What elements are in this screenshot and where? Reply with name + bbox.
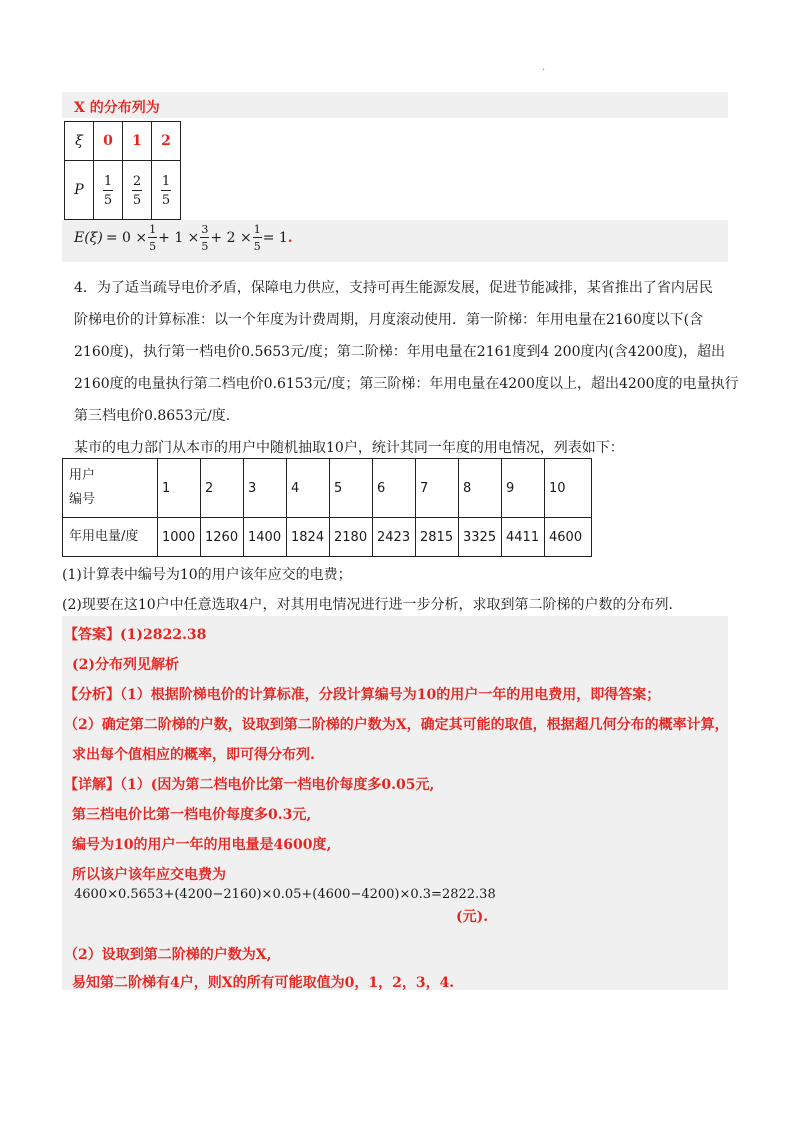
id-cell: 2 <box>201 459 244 518</box>
usage-cell: 1000 <box>158 518 201 557</box>
id-cell: 5 <box>330 459 373 518</box>
p-label: P <box>65 161 94 220</box>
dist-title-shade <box>62 92 728 118</box>
usage-cell: 4600 <box>545 518 592 557</box>
usage-cell: 2423 <box>373 518 416 557</box>
id-cell: 6 <box>373 459 416 518</box>
question-1: (1)计算表中编号为10的用户该年应交的电费； <box>62 567 352 583</box>
distribution-table <box>64 121 181 220</box>
usage-cell: 2180 <box>330 518 373 557</box>
problem-line: 阶梯电价的计算标准：以一个年度为计费周期，月度滚动使用．第一阶梯：年用电量在2160度以下(含 <box>74 312 704 328</box>
usage-cell: 1824 <box>287 518 330 557</box>
id-cell: 10 <box>545 459 592 518</box>
id-cell: 9 <box>502 459 545 518</box>
fee-unit: (元). <box>456 909 489 925</box>
answer-2: (2)分布列见解析 <box>72 657 179 673</box>
usage-label: 年用电量/度 <box>63 518 158 557</box>
problem-line: 2160度的电量执行第二档电价0.6153元/度；第三阶梯：年用电量在4200度以上，超出4200度的电量执行 <box>74 376 739 392</box>
usage-cell: 1400 <box>244 518 287 557</box>
problem-intro: 某市的电力部门从本市的用户中随机抽取10户，统计其同一年度的用电情况，列表如下： <box>74 440 624 456</box>
question-2: (2)现要在这10户中任意选取4户，对其用电情况进行进一步分析，求取到第二阶梯的户数的分布列. <box>62 597 674 613</box>
page-dot: . <box>542 62 546 73</box>
usage-cell: 4411 <box>502 518 545 557</box>
detail-3: 编号为10的用户一年的用电量是4600度, <box>72 837 332 853</box>
detail-1: 【详解】（1）(因为第二档电价比第一档电价每度多0.05元, <box>64 777 435 793</box>
prob-cell: $\frac{1}{5}$ <box>94 161 123 220</box>
detail-5: （2）设取到第二阶梯的户数为X, <box>64 947 272 963</box>
expectation-formula: E(ξ) = 0 × $\frac{1}{5}$ + 1 × $\frac{3}{5}$ + 2 × $\frac{1}{5}$ = 1 . <box>74 223 293 253</box>
prob-cell: $\frac{1}{5}$ <box>152 161 181 220</box>
id-cell: 3 <box>244 459 287 518</box>
problem-line: 第三档电价0.8653元/度. <box>74 408 231 424</box>
usage-table-header: 用户 编号 <box>63 459 158 518</box>
usage-cell: 1260 <box>201 518 244 557</box>
id-cell: 4 <box>287 459 330 518</box>
analysis-3: 求出每个值相应的概率，即可得分布列. <box>72 747 315 763</box>
xi-value: 1 <box>123 122 152 161</box>
prob-cell: $\frac{2}{5}$ <box>123 161 152 220</box>
usage-table <box>62 458 592 557</box>
detail-4: 所以该户该年应交电费为 <box>72 867 226 883</box>
usage-cell: 2815 <box>416 518 459 557</box>
fee-formula: 4600×0.5653+(4200−2160)×0.05+(4600−4200)×0.3=2822.38 <box>74 887 496 902</box>
problem-line: 2160度)，执行第一档电价0.5653元/度；第二阶梯：年用电量在2161度到4 200度内(含4200度)，超出 <box>74 344 726 360</box>
analysis-2: （2）确定第二阶梯的户数，设取到第二阶梯的户数为X，确定其可能的取值，根据超几何分布的概率计算， <box>64 717 729 733</box>
detail-2: 第三档电价比第一档电价每度多0.3元, <box>72 807 312 823</box>
answer-1: 【答案】(1)2822.38 <box>64 627 207 643</box>
xi-value: 2 <box>152 122 181 161</box>
id-cell: 7 <box>416 459 459 518</box>
id-cell: 1 <box>158 459 201 518</box>
problem-line: 4．为了适当疏导电价矛盾，保障电力供应，支持可再生能源发展，促进节能减排，某省推出了省内居民 <box>74 280 713 296</box>
xi-label: ξ <box>65 122 94 161</box>
usage-cell: 3325 <box>459 518 502 557</box>
id-cell: 8 <box>459 459 502 518</box>
analysis-1: 【分析】（1）根据阶梯电价的计算标准，分段计算编号为10的用户一年的用电费用，即得答案； <box>64 687 661 703</box>
xi-value: 0 <box>94 122 123 161</box>
detail-6: 易知第二阶梯有4户，则X的所有可能取值为0，1，2，3，4. <box>72 975 455 991</box>
dist-title: X 的分布列为 <box>74 100 160 116</box>
